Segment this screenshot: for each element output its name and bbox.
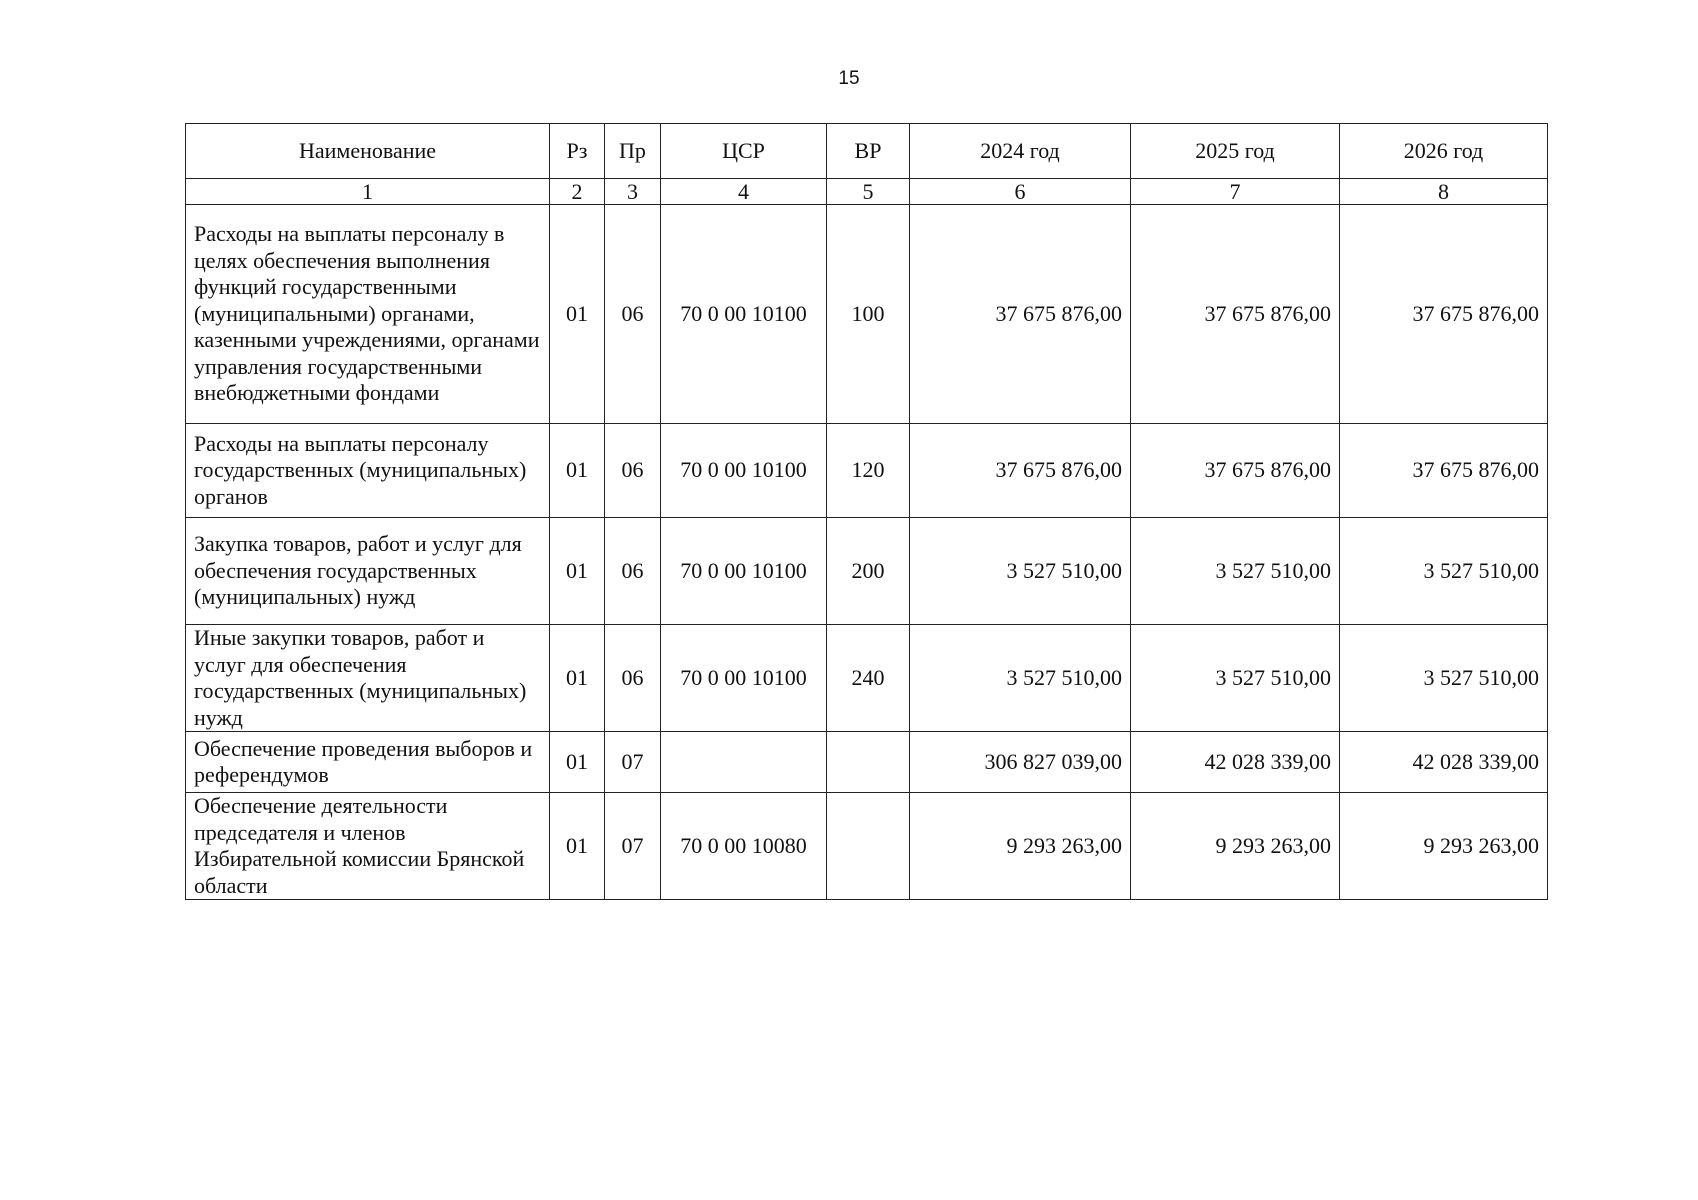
header-row <box>186 124 1548 179</box>
row-name: Обеспечение деятельности председателя и членов Избирательной комиссии Брянской области <box>186 793 550 900</box>
column-number: 4 <box>661 179 827 205</box>
row-vr <box>827 732 910 793</box>
row-rz: 01 <box>550 424 605 518</box>
header-2024: 2024 год <box>910 124 1131 179</box>
row-amount-2025: 42 028 339,00 <box>1131 732 1340 793</box>
row-amount-2026: 3 527 510,00 <box>1340 518 1548 625</box>
row-csr: 70 0 00 10100 <box>661 424 827 518</box>
row-pr: 07 <box>605 732 661 793</box>
row-name: Закупка товаров, работ и услуг для обеспечения государственных (муниципальных) нужд <box>186 518 550 625</box>
row-amount-2024: 37 675 876,00 <box>910 424 1131 518</box>
column-number: 8 <box>1340 179 1548 205</box>
row-name: Расходы на выплаты персоналу в целях обеспечения выполнения функций государственными (муниципальными) органами, казенными учреждениями, органами управления государственными внебюджетными фондами <box>186 205 550 424</box>
row-amount-2025: 37 675 876,00 <box>1131 424 1340 518</box>
table-row <box>186 625 1548 732</box>
budget-table <box>185 123 1548 900</box>
page-number: 15 <box>838 68 860 89</box>
column-number-row <box>186 179 1548 205</box>
row-rz: 01 <box>550 625 605 732</box>
row-pr: 07 <box>605 793 661 900</box>
header-2026: 2026 год <box>1340 124 1548 179</box>
row-vr: 200 <box>827 518 910 625</box>
row-csr <box>661 732 827 793</box>
row-amount-2024: 9 293 263,00 <box>910 793 1131 900</box>
header-rz: Рз <box>550 124 605 179</box>
row-pr: 06 <box>605 518 661 625</box>
row-amount-2025: 9 293 263,00 <box>1131 793 1340 900</box>
row-csr: 70 0 00 10100 <box>661 205 827 424</box>
row-rz: 01 <box>550 793 605 900</box>
column-number: 5 <box>827 179 910 205</box>
column-number: 2 <box>550 179 605 205</box>
header-2025: 2025 год <box>1131 124 1340 179</box>
row-amount-2026: 37 675 876,00 <box>1340 205 1548 424</box>
row-amount-2025: 3 527 510,00 <box>1131 625 1340 732</box>
row-rz: 01 <box>550 518 605 625</box>
row-amount-2026: 37 675 876,00 <box>1340 424 1548 518</box>
header-name: Наименование <box>186 124 550 179</box>
table-row <box>186 424 1548 518</box>
table-row <box>186 793 1548 900</box>
column-number: 3 <box>605 179 661 205</box>
row-amount-2024: 3 527 510,00 <box>910 518 1131 625</box>
column-number: 6 <box>910 179 1131 205</box>
header-pr: Пр <box>605 124 661 179</box>
row-amount-2026: 9 293 263,00 <box>1340 793 1548 900</box>
row-csr: 70 0 00 10080 <box>661 793 827 900</box>
row-pr: 06 <box>605 424 661 518</box>
column-number: 7 <box>1131 179 1340 205</box>
header-vr: ВР <box>827 124 910 179</box>
row-name: Обеспечение проведения выборов и референдумов <box>186 732 550 793</box>
row-amount-2024: 3 527 510,00 <box>910 625 1131 732</box>
table-row <box>186 205 1548 424</box>
row-amount-2026: 3 527 510,00 <box>1340 625 1548 732</box>
row-amount-2025: 37 675 876,00 <box>1131 205 1340 424</box>
row-name: Расходы на выплаты персоналу государственных (муниципальных) органов <box>186 424 550 518</box>
row-csr: 70 0 00 10100 <box>661 518 827 625</box>
row-pr: 06 <box>605 205 661 424</box>
header-csr: ЦСР <box>661 124 827 179</box>
row-amount-2025: 3 527 510,00 <box>1131 518 1340 625</box>
row-vr: 240 <box>827 625 910 732</box>
row-csr: 70 0 00 10100 <box>661 625 827 732</box>
row-vr <box>827 793 910 900</box>
row-amount-2024: 306 827 039,00 <box>910 732 1131 793</box>
table-row <box>186 732 1548 793</box>
row-vr: 100 <box>827 205 910 424</box>
row-pr: 06 <box>605 625 661 732</box>
row-rz: 01 <box>550 205 605 424</box>
row-vr: 120 <box>827 424 910 518</box>
table-row <box>186 518 1548 625</box>
row-amount-2024: 37 675 876,00 <box>910 205 1131 424</box>
row-amount-2026: 42 028 339,00 <box>1340 732 1548 793</box>
column-number: 1 <box>186 179 550 205</box>
row-name: Иные закупки товаров, работ и услуг для обеспечения государственных (муниципальных) нужд <box>186 625 550 732</box>
row-rz: 01 <box>550 732 605 793</box>
